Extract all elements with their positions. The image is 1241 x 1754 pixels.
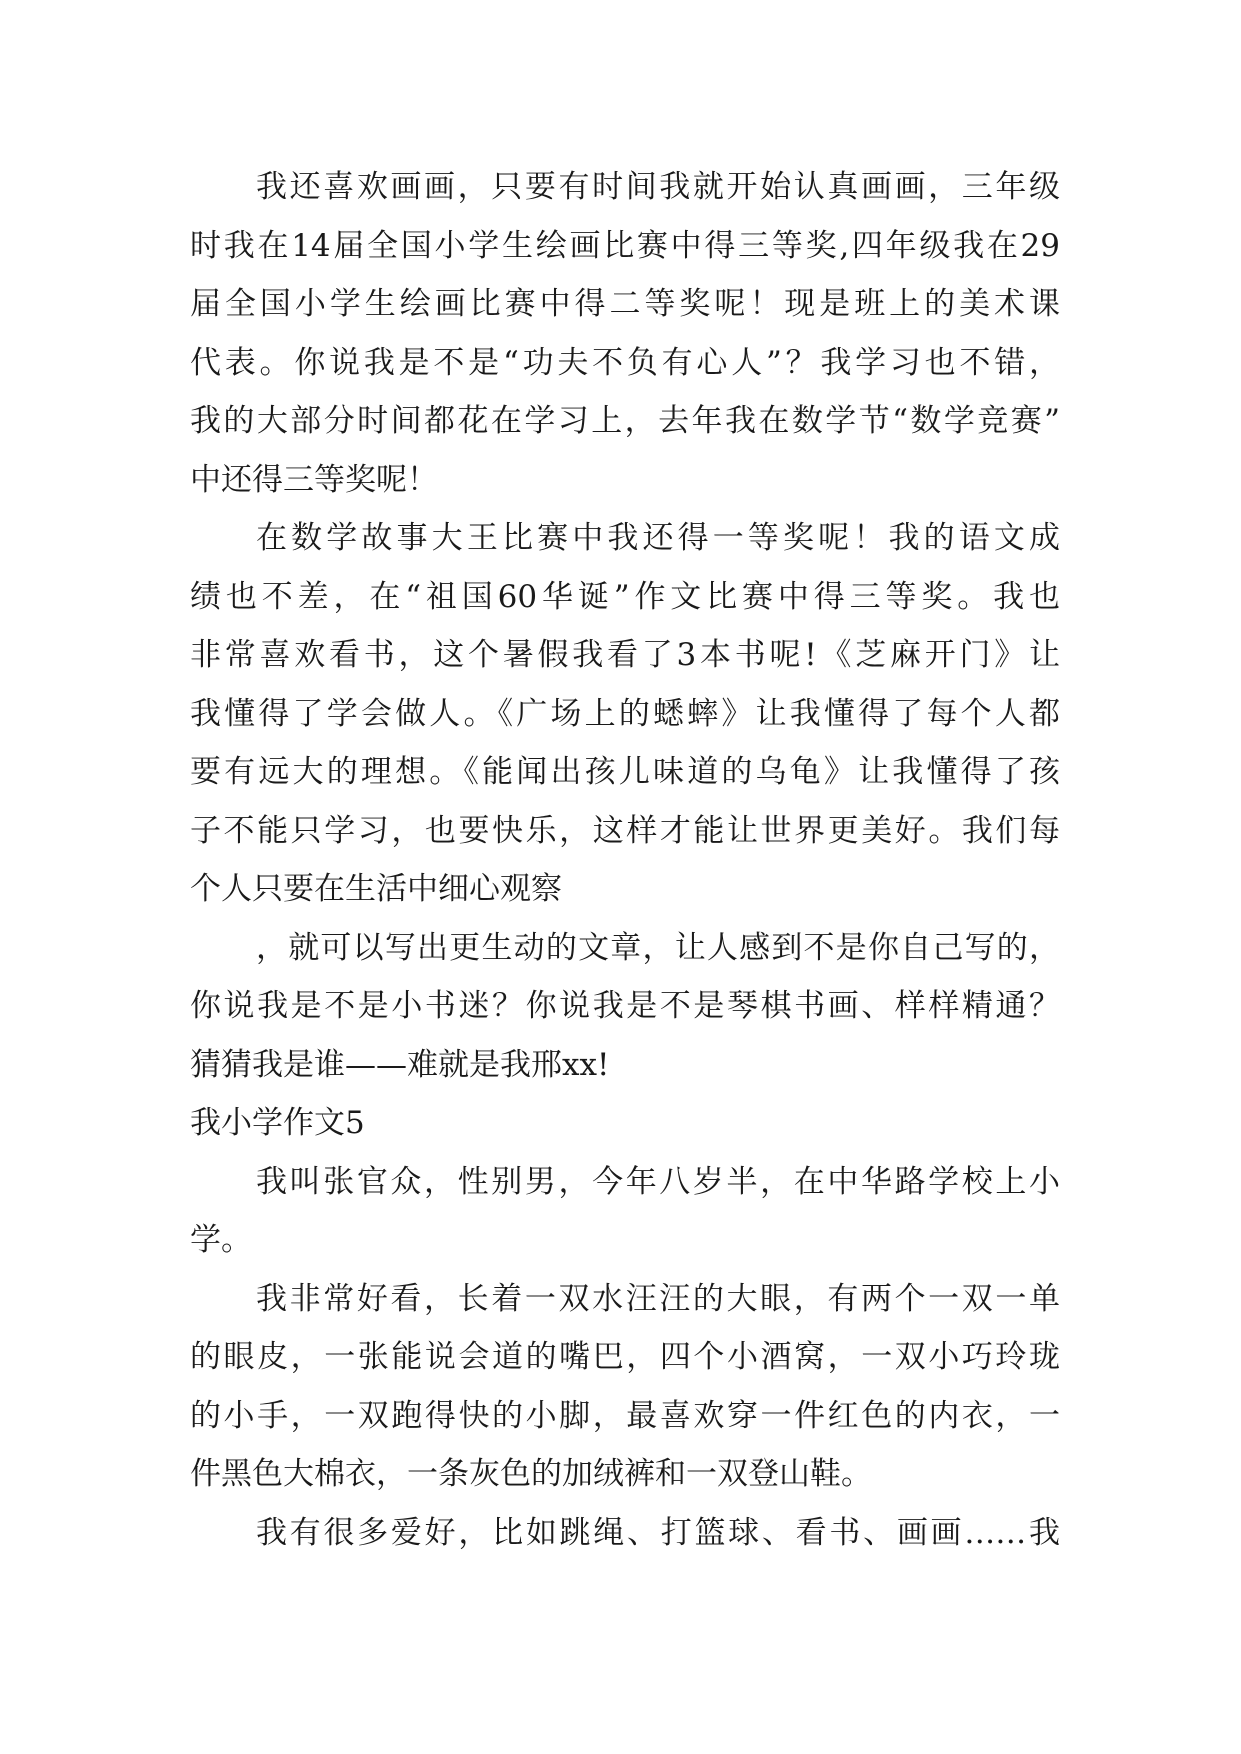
text-line: ，就可以写出更生动的文章，让人感到不是你自己写的，	[256, 929, 1060, 966]
text-line: 时我在14届全国小学生绘画比赛中得三等奖,四年级我在29	[190, 227, 1060, 264]
text-line: 你说我是不是小书迷？你说我是不是琴棋书画、样样精通？	[190, 988, 1060, 1024]
text-line: 猜猜我是谁——难就是我邢xx!	[190, 1046, 610, 1083]
text-line: 我的大部分时间都花在学习上，去年我在数学节“数学竞赛”	[190, 403, 1060, 439]
text-line: 个人只要在生活中细心观察	[190, 871, 562, 907]
text-line: 件黑色大棉衣，一条灰色的加绒裤和一双登山鞋。	[190, 1456, 872, 1492]
text-line: 要有远大的理想。《能闻出孩儿味道的乌龟》让我懂得了孩	[190, 754, 1060, 790]
text-line: 绩也不差，在“祖国60华诞”作文比赛中得三等奖。我也	[190, 578, 1060, 615]
text-line: 我非常好看，长着一双水汪汪的大眼，有两个一双一单	[256, 1280, 1060, 1317]
text-line: 我叫张官众，性别男，今年八岁半，在中华路学校上小	[256, 1163, 1060, 1200]
text-line: 子不能只学习，也要快乐，这样才能让世界更美好。我们每	[190, 812, 1060, 849]
text-line: 在数学故事大王比赛中我还得一等奖呢！我的语文成	[256, 520, 1060, 556]
text-line: 我还喜欢画画，只要有时间我就开始认真画画，三年级	[256, 169, 1060, 205]
text-line: 我懂得了学会做人。《广场上的蟋蟀》让我懂得了每个人都	[190, 695, 1060, 732]
text-line: 中还得三等奖呢！	[190, 461, 438, 498]
text-line: 的眼皮，一张能说会道的嘴巴，四个小酒窝，一双小巧玲珑	[190, 1339, 1060, 1375]
body-text	[190, 158, 1060, 1562]
text-line: 届全国小学生绘画比赛中得二等奖呢！现是班上的美术课	[190, 286, 1060, 322]
text-line: 我有很多爱好，比如跳绳、打篮球、看书、画画……我	[256, 1514, 1060, 1551]
text-line: 我小学作文5	[190, 1105, 365, 1141]
text-line: 的小手，一双跑得快的小脚，最喜欢穿一件红色的内衣，一	[190, 1397, 1060, 1434]
text-line: 学。	[190, 1222, 252, 1258]
text-line: 代表。你说我是不是“功夫不负有心人”？我学习也不错，	[190, 344, 1060, 381]
text-line: 非常喜欢看书，这个暑假我看了3本书呢!《芝麻开门》让	[190, 637, 1060, 673]
